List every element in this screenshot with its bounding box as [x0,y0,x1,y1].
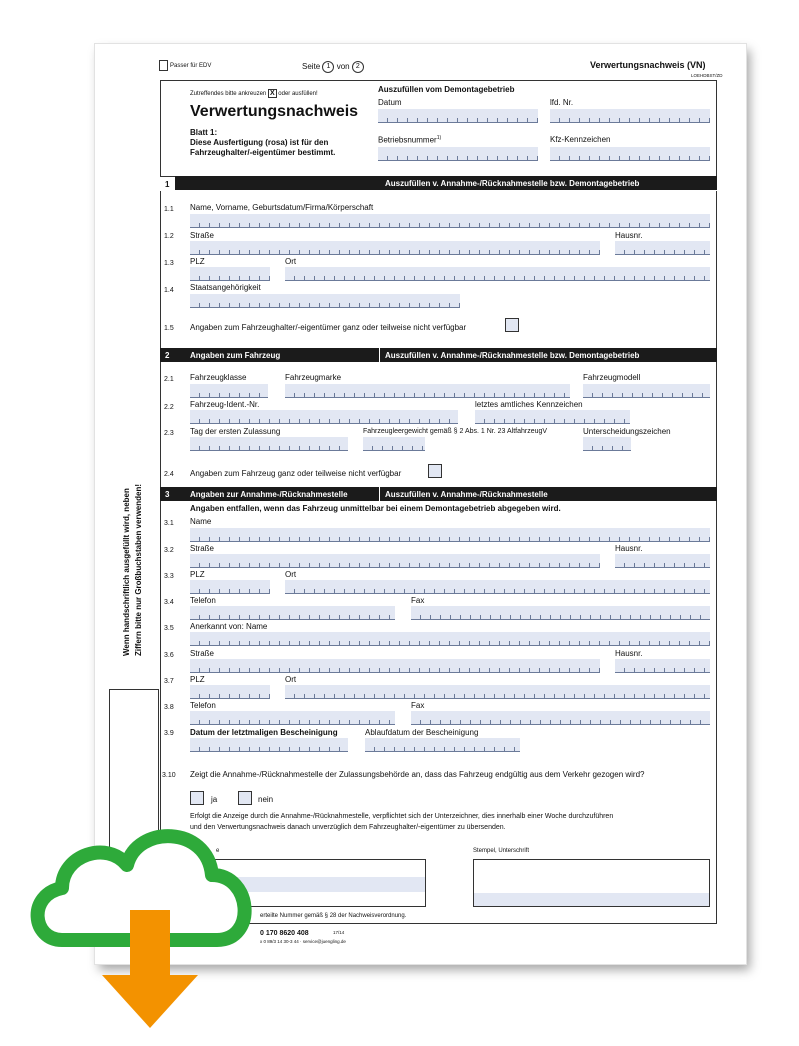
doc-title: Verwertungsnachweis (VN) [590,60,706,70]
instruction-text: Zutreffendes bitte ankreuzen X oder ausfüllen! [190,90,318,97]
stelle-ort-field[interactable] [285,580,710,594]
kfz-kennzeichen-label: Kfz-Kennzeichen [550,135,611,144]
main-title: Verwertungsnachweis [190,103,359,120]
order-number: 0 170 8620 408 [260,930,309,937]
anerkannt-strasse-field[interactable] [190,659,600,673]
kennzeichen-field[interactable] [475,410,630,424]
anerkannt-hausnr-field[interactable] [615,659,710,673]
fahrzeugklasse-label: Fahrzeugklasse [190,373,247,382]
anerkannt-name-field[interactable] [190,632,710,646]
bar-divider [379,348,380,362]
row-num: 1.3 [164,260,174,267]
fin-label: Fahrzeug-Ident.-Nr. [190,400,260,409]
halter-unavailable-checkbox[interactable] [505,318,519,332]
blatt-line3: Fahrzeughalter/-eigentümer bestimmt. [190,148,336,157]
stelle-strasse-label: Straße [190,544,215,553]
row-num: 3.5 [164,625,174,632]
anerkannt-name-label: Anerkannt von: Name [190,622,268,631]
stelle-telefon-label: Telefon [190,596,216,605]
row-num: 1.4 [164,287,174,294]
section3-note: Angaben entfallen, wenn das Fahrzeug unmittelbar bei einem Demontagebetrieb abgegeben wird. [190,504,561,513]
bar-divider [379,487,380,501]
fahrzeugmodell-field[interactable] [583,384,710,398]
stelle-telefon-field[interactable] [190,606,395,620]
section2-number: 2 [165,351,170,360]
fahrzeugmodell-label: Fahrzeugmodell [583,373,641,382]
unterscheidungszeichen-field[interactable] [583,437,631,451]
stelle-name-label: Name [190,517,212,526]
seite-label: Seite [302,62,321,72]
row-num: 3.8 [164,704,174,711]
stelle-hausnr-field[interactable] [615,554,710,568]
stelle-fax-label: Fax [411,596,425,605]
anerkannt-plz-field[interactable] [190,685,270,699]
fahrzeug-unavailable-checkbox[interactable] [428,464,442,478]
name-label: Name, Vorname, Geburtsdatum/Firma/Körperschaft [190,203,374,212]
letzte-bescheinigung-field[interactable] [190,738,348,752]
halter-unavailable-label: Angaben zum Fahrzeughalter/-eigentümer ganz oder teilweise nicht verfügbar [190,323,467,332]
section2-left-heading: Angaben zum Fahrzeug [190,351,281,360]
section2-bar [160,348,717,362]
ablaufdatum-field[interactable] [365,738,520,752]
row-num: 3.7 [164,678,174,685]
section1-right-heading: Auszufüllen v. Annahme-/Rücknahmestelle bzw. Demontagebetrieb [385,179,640,188]
section3-number: 3 [165,490,170,499]
passer-box [159,60,168,71]
side-note-line1: Wenn handschriftlich ausgefüllt wird, neben [122,488,131,656]
stelle-strasse-field[interactable] [190,554,600,568]
fahrzeugmarke-field[interactable] [285,384,570,398]
row-num: 3.1 [164,520,174,527]
footnote: erteilte Nummer gemäß § 28 der Nachweisverordnung. [260,913,407,919]
row-num: 2.4 [164,471,174,478]
cloud-download-icon[interactable] [22,800,262,1040]
note2-line2: und den Verwertungsnachweis danach unverzüglich dem Fahrzeughalter/-eigentümer zu übersenden. [190,824,506,831]
row-num: 3.2 [164,547,174,554]
row-num: 2.3 [164,430,174,437]
row-num: 2.1 [164,376,174,383]
kennzeichen-label: letztes amtliches Kennzeichen [475,400,583,409]
halter-name-field[interactable] [190,214,710,228]
staatsangehoerigkeit-field[interactable] [190,294,460,308]
page-indicator [302,61,364,73]
anerkannt-fax-label: Fax [411,701,425,710]
anerkannt-telefon-field[interactable] [190,711,395,725]
q310-question: Zeigt die Annahme-/Rücknahmestelle der Zulassungsbehörde an, dass das Fahrzeug endgültig aus dem Verkehr gezogen wird? [190,770,645,779]
anerkannt-hausnr-label: Hausnr. [615,649,643,658]
stelle-name-field[interactable] [190,528,710,542]
anerkannt-fax-field[interactable] [411,711,710,725]
passer-label: Passer für EDV [170,63,212,69]
erstzulassung-label: Tag der ersten Zulassung [190,427,281,436]
anerkannt-ort-label: Ort [285,675,297,684]
stelle-ort-label: Ort [285,570,297,579]
fahrzeug-unavailable-label: Angaben zum Fahrzeug ganz oder teilweise nicht verfügbar [190,469,402,478]
row-num: 1.1 [164,206,174,213]
row-num: 3.6 [164,652,174,659]
arrow-head [102,975,198,1028]
lfd-nr-label: lfd. Nr. [550,98,574,107]
datum-label: Datum [378,98,402,107]
blatt-line1: Blatt 1: [190,128,218,137]
ja-label: ja [211,795,218,804]
fin-field[interactable] [190,410,458,424]
page-number: 1 [322,61,334,73]
unterscheidungszeichen-label: Unterscheidungszeichen [583,427,671,436]
section3-left-heading: Angaben zur Annahme-/Rücknahmestelle [190,490,348,499]
betriebsnummer-field[interactable] [378,147,538,161]
order-code: 17/14 [333,930,345,935]
leergewicht-field[interactable] [363,437,425,451]
anerkannt-plz-label: PLZ [190,675,205,684]
fahrzeugklasse-field[interactable] [190,384,268,398]
stempel-label: Stempel, Unterschrift [473,848,530,854]
small-code: LOEHDBST/ZD [691,73,723,78]
section1-bar-dark [175,176,717,190]
letzte-bescheinigung-label: Datum der letztmaligen Bescheinigung [190,728,338,737]
erstzulassung-field[interactable] [190,437,348,451]
von-label: von [336,62,350,72]
stempel-field[interactable] [474,893,709,906]
stelle-plz-label: PLZ [190,570,205,579]
lfd-nr-field[interactable] [550,109,710,123]
row-num: 3.10 [162,772,176,779]
strasse-label: Straße [190,231,215,240]
stelle-fax-field[interactable] [411,606,710,620]
blatt-line2: Diese Ausfertigung (rosa) ist für den [190,138,329,147]
side-note-line2: Ziffern bitte nur Großbuchstaben verwenden! [134,483,143,656]
section2-right-heading: Auszufüllen v. Annahme-/Rücknahmestelle bzw. Demontagebetrieb [385,351,640,360]
hausnr-label: Hausnr. [615,231,643,240]
datum-field[interactable] [378,109,538,123]
halter-hausnr-field[interactable] [615,241,710,255]
row-num: 3.3 [164,573,174,580]
stelle-hausnr-label: Hausnr. [615,544,643,553]
betriebsnummer-label: Betriebsnummer$^{1)}$ [378,135,442,145]
ort-label: Ort [285,257,297,266]
staatsangehoerigkeit-label: Staatsangehörigkeit [190,283,261,292]
demontage-heading: Auszufüllen vom Demontagebetrieb [378,85,515,94]
row-num: 2.2 [164,404,174,411]
section1-number: 1 [165,180,170,189]
row-num: 1.2 [164,233,174,240]
row-num: 3.4 [164,599,174,606]
anerkannt-strasse-label: Straße [190,649,215,658]
section3-right-heading: Auszufüllen v. Annahme-/Rücknahmestelle [385,490,548,499]
halter-ort-field[interactable] [285,267,710,281]
leergewicht-label: Fahrzeugleergewicht gemäß § 2 Abs. 1 Nr. 23 AltfahrzeugV [363,428,548,435]
halter-strasse-field[interactable] [190,241,600,255]
arrow-shaft [130,910,170,980]
fahrzeugmarke-label: Fahrzeugmarke [285,373,342,382]
anerkannt-ort-field[interactable] [285,685,710,699]
section3-bar [160,487,717,501]
nein-label: nein [258,795,274,804]
kfz-kennzeichen-field[interactable] [550,147,710,161]
plz-label: PLZ [190,257,205,266]
note2-line1: Erfolgt die Anzeige durch die Annahme-/Rücknahmestelle, verpflichtet sich der Unterzeichner, dies innerhalb einer Woche durchzuführen [190,813,614,820]
row-num: 3.9 [164,730,174,737]
halter-plz-field[interactable] [190,267,270,281]
anerkannt-telefon-label: Telefon [190,701,216,710]
ort-datum-label: e [216,848,220,854]
page-total: 2 [352,61,364,73]
row-num: 1.5 [164,325,174,332]
publisher-contact: x 0 89/3 14 30-3 44 · service@juengling.de [260,939,346,944]
ablaufdatum-label: Ablaufdatum der Bescheinigung [365,728,479,737]
stelle-plz-field[interactable] [190,580,270,594]
